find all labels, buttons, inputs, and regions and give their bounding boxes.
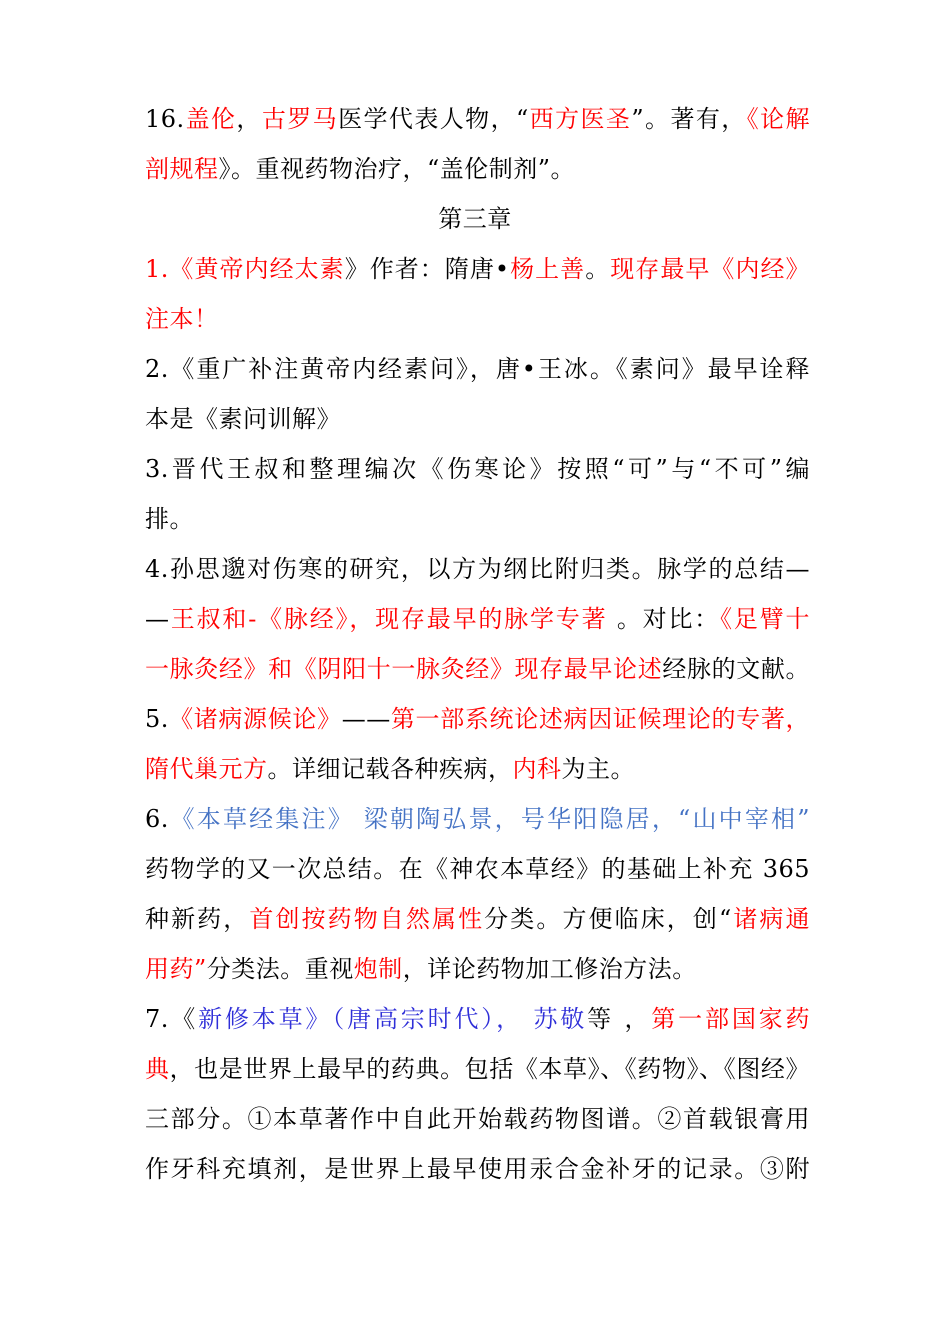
text-run: 药物学的又一次总结。在《神农本草经》的基础上补充 365 (145, 855, 810, 883)
text-run: ， (236, 105, 262, 133)
text-line (145, 354, 810, 384)
text-run: 分类法。重视 (206, 955, 354, 983)
text-line (145, 804, 810, 834)
text-run: 新修本草》（唐高宗时代）， 苏敬 (198, 1005, 588, 1033)
text-run: 剖规程 (145, 155, 219, 183)
text-line (145, 1104, 810, 1134)
text-run: 经脉的文献。 (662, 655, 811, 683)
text-line (145, 1154, 810, 1184)
text-run: 6. (145, 805, 169, 833)
text-run: 。对比： (607, 605, 721, 633)
text-run: — (145, 605, 170, 633)
text-run: 古罗马 (261, 105, 339, 133)
text-run: 内科 (512, 755, 562, 783)
text-line (145, 654, 810, 684)
text-line (145, 854, 810, 884)
text-run: 1.《黄帝内经太素 (145, 255, 345, 283)
text-run: ”。著有， (631, 105, 747, 133)
text-run: —— (341, 705, 391, 733)
text-line (145, 904, 810, 934)
text-line (145, 754, 810, 784)
text-run: 16. (145, 105, 185, 133)
text-run: 三部分。①本草著作中自此开始载药物图谱。②首载银膏用 (145, 1105, 810, 1133)
text-run: 炮制 (353, 955, 403, 983)
text-run: 2.《重广补注黄帝内经素问》，唐•王冰。《素问》最早诠释 (145, 355, 810, 383)
text-run: 作牙科充填剂，是世界上最早使用汞合金补牙的记录。③附 (145, 1155, 810, 1183)
text-run: 盖伦 (184, 105, 237, 133)
text-run: 隋代巢元方 (145, 755, 268, 783)
text-line (145, 704, 810, 734)
text-run: 》作者：隋唐• (344, 255, 510, 283)
text-run: 》。重视药物治疗，“盖伦制剂”。 (218, 155, 576, 183)
text-run: 诸病通 (731, 905, 811, 933)
text-line (145, 604, 810, 634)
text-run: 王叔和-《脉经》，现存最早的脉学专著 (169, 605, 608, 633)
text-run: 。 (585, 255, 611, 283)
text-run: 第一部系统论述病因证候理论的专著， (390, 705, 811, 733)
text-run: 医学代表人物，“ (338, 105, 529, 133)
text-run: 3.晋代王叔和整理编次《伤寒论》按照“可”与“不可”编 (145, 455, 810, 483)
text-run: 《足臂十 (720, 605, 811, 633)
text-run: 。详细记载各种疾病， (267, 755, 513, 783)
text-run: 注本！ (145, 305, 219, 333)
text-run: 首创按药物自然属性 (249, 905, 485, 933)
text-run: 等 ， (587, 1005, 652, 1033)
text-line (145, 1054, 810, 1084)
text-line (145, 1004, 810, 1034)
text-run: 《本草经集注》 梁朝陶弘景，号华阳隐居，“山中宰相” (168, 805, 810, 833)
text-run: 5. (145, 705, 169, 733)
text-run: 现存最早《内经》 (610, 255, 811, 283)
text-line (145, 404, 810, 434)
text-line (145, 154, 810, 184)
text-run: 排。 (145, 505, 194, 533)
text-line (145, 254, 810, 284)
text-run: 本是《素问训解》 (145, 405, 341, 433)
text-run: 第三章 (438, 205, 512, 233)
text-line (145, 454, 810, 484)
text-run: 分类。方便临床，创“ (484, 905, 732, 933)
text-run: 种新药， (145, 905, 250, 933)
text-run: 杨上善 (509, 255, 586, 283)
text-line (145, 304, 810, 334)
text-line (145, 954, 810, 984)
text-run: 4.孙思邈对伤寒的研究，以方为纲比附归类。脉学的总结— (145, 555, 810, 583)
text-line (145, 554, 810, 584)
text-run: 用药” (145, 955, 207, 983)
text-run: 《诸病源候论》 (168, 705, 342, 733)
text-run: 7.《 (145, 1005, 199, 1033)
text-run: 典 (145, 1055, 170, 1083)
text-run: 《论解 (746, 105, 811, 133)
text-line (145, 504, 810, 534)
text-run: 西方医圣 (528, 105, 632, 133)
text-run: 一脉灸经》和《阴阳十一脉灸经》现存最早论述 (145, 655, 663, 683)
text-line (145, 104, 810, 134)
chapter-heading (0, 204, 950, 234)
text-run: 为主。 (561, 755, 635, 783)
text-run: 第一部国家药 (651, 1005, 810, 1033)
text-run: ，也是世界上最早的药典。包括《本草》、《药物》、《图经》 (169, 1055, 811, 1083)
text-run: ，详论药物加工修治方法。 (402, 955, 697, 983)
